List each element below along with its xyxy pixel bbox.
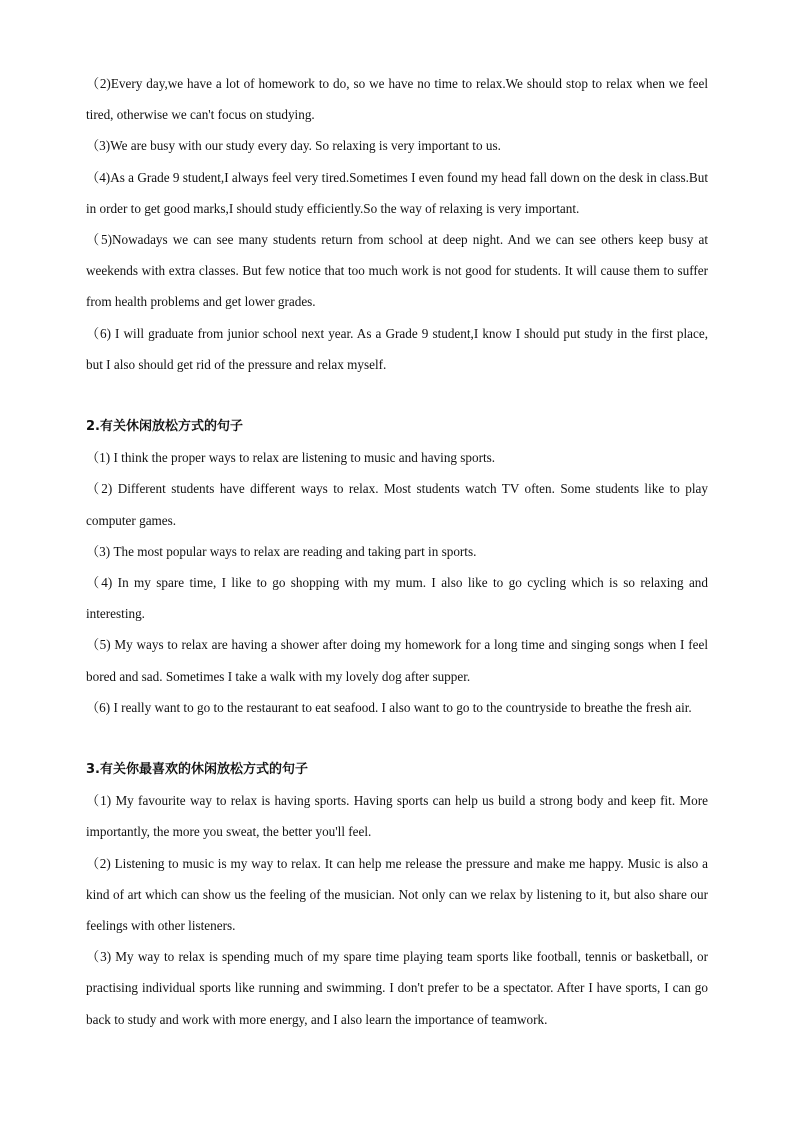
section-2 (86, 411, 708, 723)
item-number: （2) (86, 76, 111, 91)
section-heading: 2.有关休闲放松方式的句子 (86, 419, 243, 435)
sentence-item (86, 848, 708, 942)
section-heading: 3.有关你最喜欢的休闲放松方式的句子 (86, 762, 308, 778)
item-number: （2) (86, 481, 113, 497)
item-number: （5) (86, 637, 111, 653)
item-number: （6) (86, 325, 111, 341)
item-text: I think the proper ways to relax are listening to music and having sports. (110, 450, 496, 466)
item-text: We are busy with our study every day. So relaxing is very important to us. (110, 138, 501, 154)
item-text: Every day,we have a lot of homework to do, so we have no time to relax.We should stop to relax when we feel tired, otherwise we can't focus on studying. (86, 76, 708, 123)
document-page (86, 68, 708, 1035)
item-number: （6) (86, 699, 111, 715)
sentence-item (86, 536, 708, 567)
section-3 (86, 754, 708, 1035)
section-spacer (86, 380, 708, 411)
item-number: （4) (86, 169, 111, 185)
sentence-item (86, 941, 708, 1035)
item-number: （3) (86, 543, 111, 559)
section-1 (86, 68, 708, 380)
item-number: （2) (86, 855, 111, 871)
item-text: I will graduate from junior school next year. As a Grade 9 student,I know I should put study in the first place, but I also should get rid of the pressure and relax myself. (86, 325, 708, 372)
item-text: Nowadays we can see many students return from school at deep night. And we can see others keep busy at weekends with extra classes. But few notice that too much work is not good for students. It will cause them to suffer from health problems and get lower grades. (86, 232, 708, 310)
sentence-item (86, 692, 708, 723)
item-text: As a Grade 9 student,I always feel very tired.Sometimes I even found my head fall down on the desk in class.But in order to get good marks,I should study efficiently.So the way of relaxing is very important. (86, 169, 708, 216)
sentence-item (86, 473, 708, 535)
sentence-item (86, 785, 708, 847)
sentence-item (86, 318, 708, 380)
item-number: （1) (86, 793, 112, 809)
item-text: In my spare time, I like to go shopping with my mum. I also like to go cycling which is so relaxing and interesting. (86, 575, 708, 622)
item-text: Listening to music is my way to relax. It can help me release the pressure and make me happy. Music is also a kind of art which can show us the feeling of the musician. Not only can we relax by listening to it, but also share our feelings with other listeners. (86, 855, 708, 934)
sentence-item (86, 567, 708, 629)
item-text: My favourite way to relax is having sports. Having sports can help us build a strong body and keep fit. More importantly, the more you sweat, the better you'll feel. (86, 793, 708, 840)
item-text: I really want to go to the restaurant to eat seafood. I also want to go to the countryside to breathe the fresh air. (110, 699, 692, 715)
item-text: The most popular ways to relax are reading and taking part in sports. (110, 543, 477, 559)
item-number: （3) (86, 138, 111, 154)
item-number: （5) (86, 232, 112, 248)
item-text: Different students have different ways to relax. Most students watch TV often. Some students like to play computer games. (86, 481, 708, 528)
section-spacer (86, 723, 708, 754)
item-text: My ways to relax are having a shower after doing my homework for a long time and singing songs when I feel bored and sad. Sometimes I take a walk with my lovely dog after supper. (86, 637, 708, 684)
sentence-item (86, 68, 708, 130)
sentence-item (86, 629, 708, 691)
item-text: My way to relax is spending much of my spare time playing team sports like football, tennis or basketball, or practising individual sports like running and swimming. I don't prefer to be a spectator. After I have sports, I can go back to study and work with more energy, and I also learn the importance of teamwork. (86, 949, 708, 1027)
sentence-item (86, 162, 708, 224)
sentence-item (86, 130, 708, 161)
item-number: （1) (86, 450, 111, 466)
sentence-item (86, 442, 708, 473)
sentence-item (86, 224, 708, 318)
item-number: （3) (86, 949, 112, 965)
item-number: （4) (86, 575, 113, 591)
